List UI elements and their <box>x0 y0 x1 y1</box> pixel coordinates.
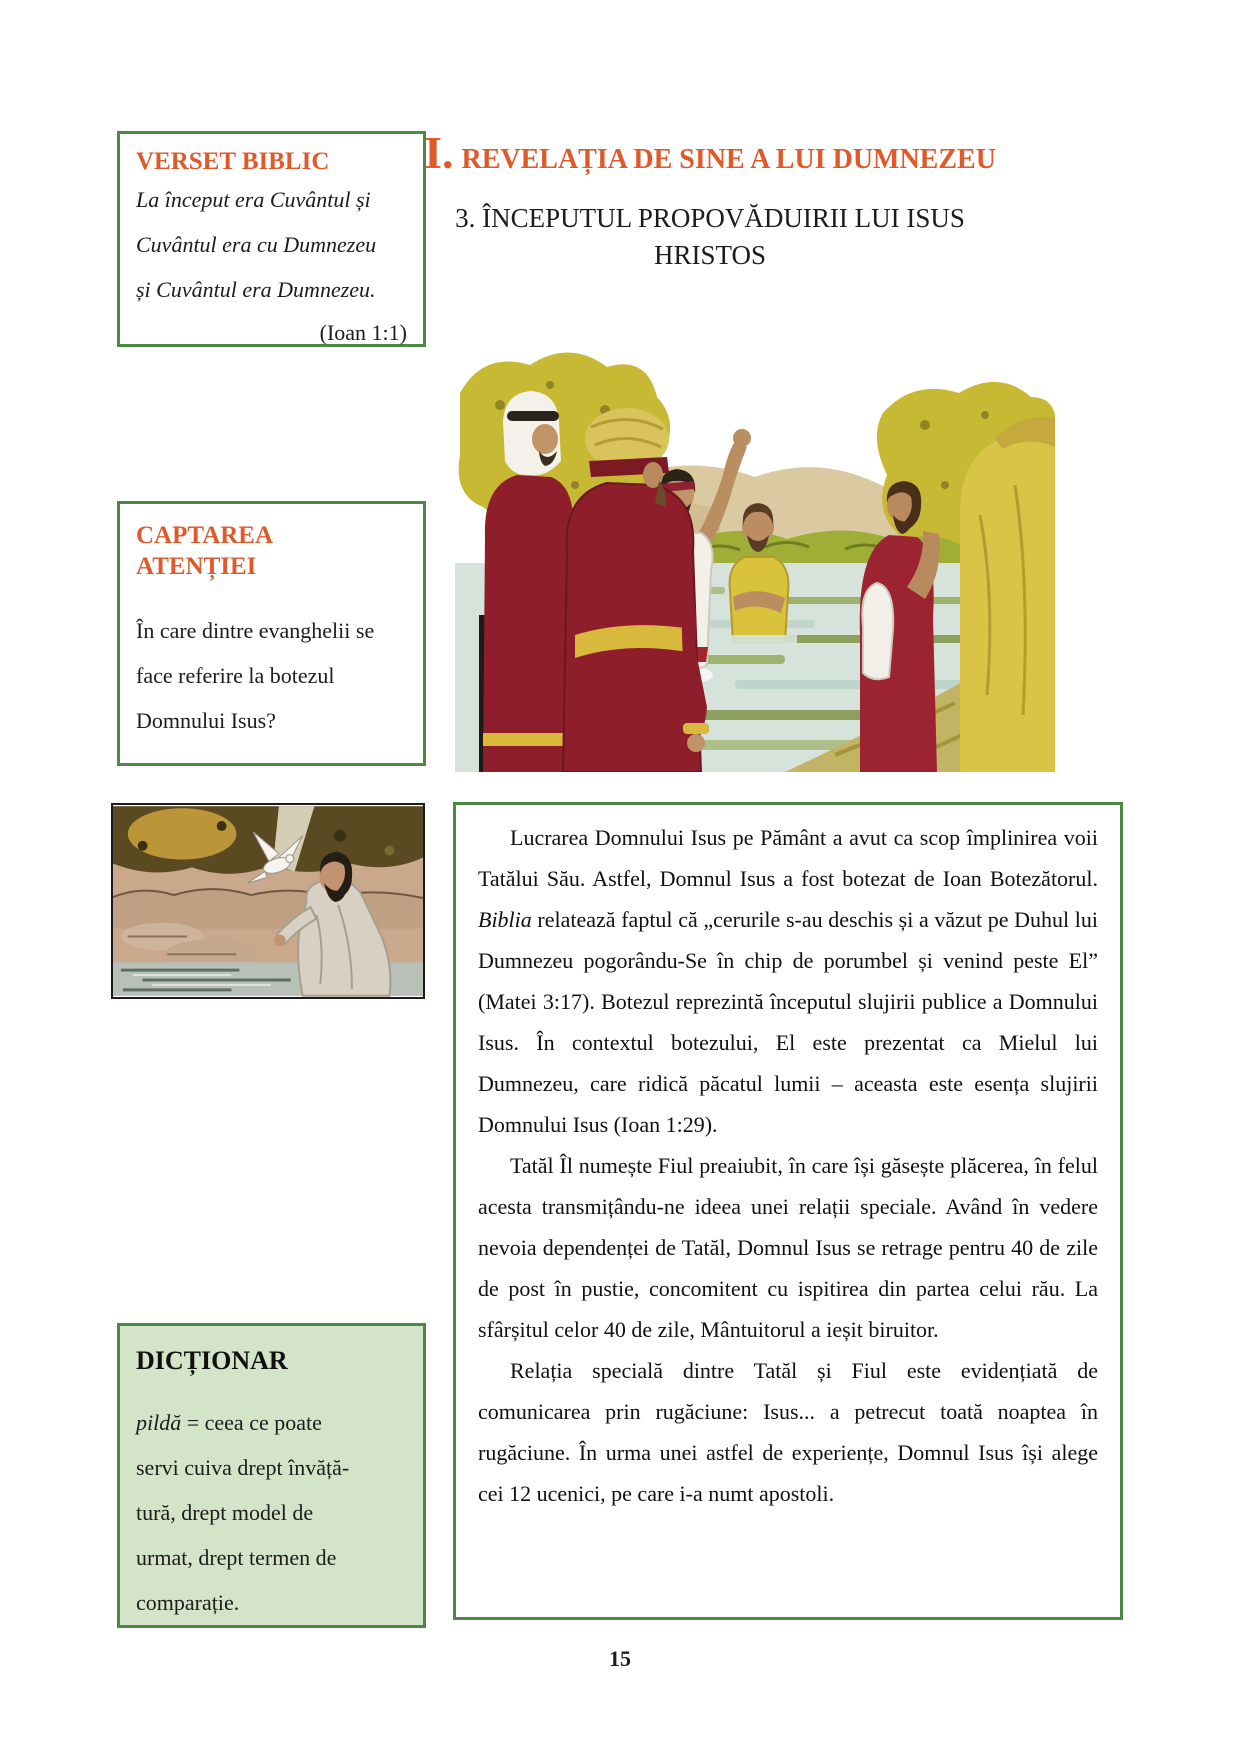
jesus-dove-scene-svg <box>113 805 423 997</box>
section-header <box>385 126 1035 179</box>
verse-line: Cuvântul era cu Dumnezeu <box>136 232 377 257</box>
verse-reference: (Ioan 1:1) <box>319 320 407 345</box>
paragraph-3: Relația specială dintre Tatăl și Fiul este evidențiată de comunicarea prin rugăciune: Isus... a petrecut toată noaptea în rugăciune. În urma unei astfel de experiențe, Domnul Isus își alege cei 12 ucenici, pe care i-a numt apostoli. <box>478 1358 1098 1506</box>
paragraph-1: Lucrarea Domnului Isus pe Pământ a avut ca scop împlinirea voii Tatălui Său. Astfel, Domnul Isus a fost botezat de Ioan Botezătorul. Biblia relatează faptul că „cerurile s-au deschis și a văzut pe Duhul lui Dumnezeu pogorându-Se în chip de porumbel și venind peste El” (Matei 3:17). Botezul reprezintă începutul slujirii publice a Domnului Isus. În contextul botezului, El este prezentat ca Mielul lui Dumnezeu, care ridică păcatul lumii – aceasta este esența slujirii Domnului Isus (Ioan 1:29). <box>478 825 1098 1137</box>
paragraph-2: Tatăl Îl numește Fiul preaiubit, în care își găsește plăcerea, în felul acesta transmițându-ne ideea unei relații speciale. Având în vedere nevoia dependenței de Tatăl, Domnul Isus se retrage pentru 40 de zile de post în pustie, concomitent cu ispitirea din partea celui rău. La sfârșitul celor 40 de zile, Mântuitorul a ieșit biruitor. <box>478 1153 1098 1342</box>
book-title-italic: Biblia <box>478 907 532 932</box>
dictionary-term: pildă <box>136 1410 182 1435</box>
baptism-illustration <box>455 335 1055 772</box>
dictionary-line: pildă = ceea ce poate <box>136 1410 322 1435</box>
onlooker-far-right-figure <box>960 417 1055 772</box>
page-number: 15 <box>609 1646 631 1671</box>
verse-line: La început era Cuvântul și <box>136 187 371 212</box>
section-title: REVELAȚIA DE SINE A LUI DUMNEZEU <box>461 144 996 175</box>
section-numeral: I. <box>424 127 454 178</box>
verse-line: și Cuvântul era Dumnezeu. <box>136 277 376 302</box>
lesson-title <box>385 200 1035 274</box>
dictionary-line: tură, drept model de <box>136 1500 314 1525</box>
jesus-dove-illustration <box>111 803 425 999</box>
attention-line: Domnului Isus? <box>136 708 276 733</box>
dictionary-line: servi cuiva drept învăță- <box>136 1455 350 1480</box>
verse-box-heading: VERSET BIBLIC <box>136 148 330 175</box>
lesson-title-line1: 3. ÎNCEPUTUL PROPOVĂDUIRII LUI ISUS <box>455 203 965 233</box>
main-text-box <box>453 802 1123 1620</box>
attention-box-heading: CAPTAREA ATENȚIEI <box>136 522 274 580</box>
attention-line: face referire la botezul <box>136 663 335 688</box>
lesson-title-line2: HRISTOS <box>653 240 767 270</box>
attention-line: În care dintre evanghelii se <box>136 618 375 643</box>
dictionary-line: urmat, drept termen de <box>136 1545 337 1570</box>
dictionary-heading: DICȚIONAR <box>136 1346 288 1375</box>
dictionar-box <box>117 1323 426 1628</box>
captarea-atentiei-box <box>117 501 426 766</box>
verse-biblic-box <box>117 131 426 347</box>
baptism-scene-svg <box>455 335 1055 772</box>
dictionary-line: comparație. <box>136 1590 240 1615</box>
